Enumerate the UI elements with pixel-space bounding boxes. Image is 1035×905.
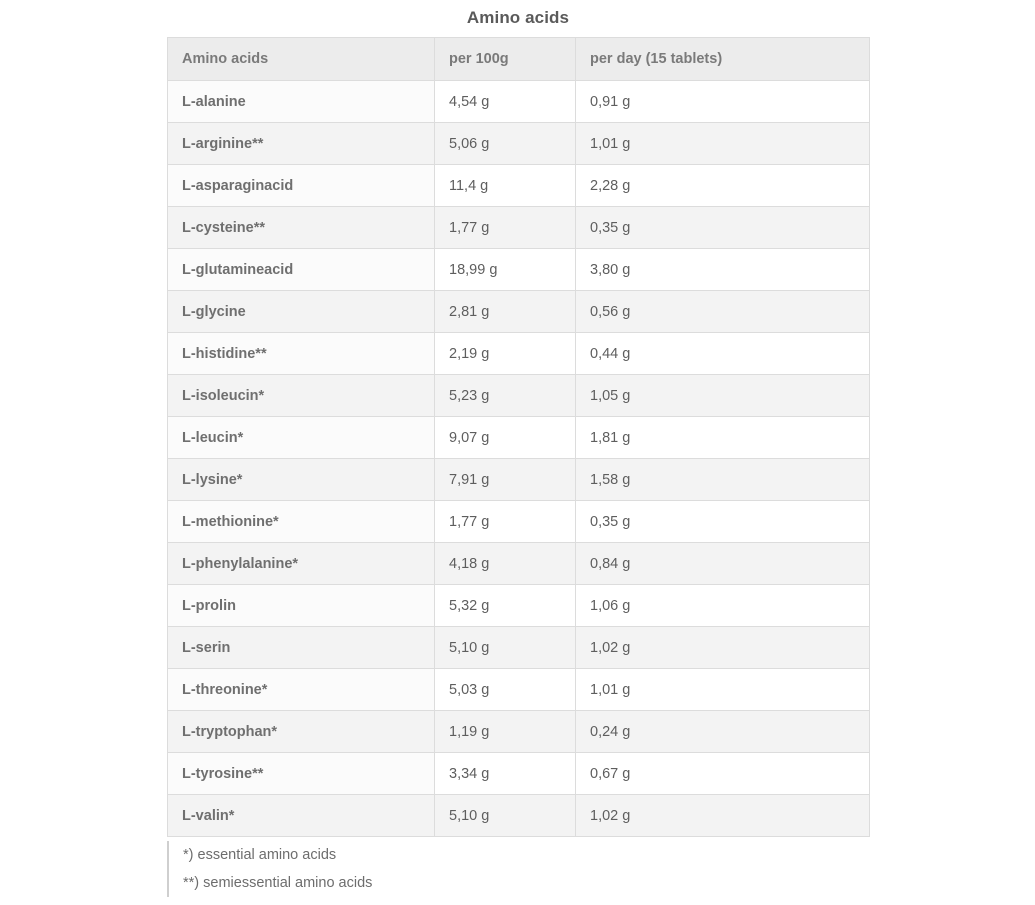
row-per-day: 3,80 g [576,249,870,291]
row-per-100g: 5,32 g [435,585,576,627]
row-label: L-tyrosine** [168,753,435,795]
page-title: Amino acids [466,8,570,27]
row-label: L-serin [168,627,435,669]
row-label: L-arginine** [168,123,435,165]
row-per-day: 1,06 g [576,585,870,627]
table-body [168,81,870,837]
table-row [168,711,870,753]
table-row [168,417,870,459]
footnote-semiessential: **) semiessential amino acids [183,875,373,891]
row-per-100g: 4,54 g [435,81,576,123]
row-per-day: 2,28 g [576,165,870,207]
table-row [168,123,870,165]
row-per-day: 0,24 g [576,711,870,753]
row-per-100g: 4,18 g [435,543,576,585]
table-row [168,291,870,333]
table-head [168,38,870,81]
row-label: L-leucin* [168,417,435,459]
table-row [168,585,870,627]
row-per-100g: 7,91 g [435,459,576,501]
footnotes [167,841,869,897]
row-per-100g: 5,06 g [435,123,576,165]
table-row [168,375,870,417]
row-label: L-lysine* [168,459,435,501]
row-label: L-tryptophan* [168,711,435,753]
row-per-100g: 5,10 g [435,627,576,669]
table-row [168,753,870,795]
table-row [168,81,870,123]
amino-acids-table [167,37,870,837]
row-per-day: 1,01 g [576,123,870,165]
row-per-day: 0,91 g [576,81,870,123]
row-per-100g: 1,77 g [435,501,576,543]
table-row [168,501,870,543]
row-label: L-glycine [168,291,435,333]
row-per-100g: 2,81 g [435,291,576,333]
table-header-row [168,38,870,81]
footnote-essential: *) essential amino acids [183,847,337,863]
table-row [168,795,870,837]
table-row [168,333,870,375]
table-row [168,249,870,291]
row-label: L-asparaginacid [168,165,435,207]
row-per-100g: 1,19 g [435,711,576,753]
row-label: L-histidine** [168,333,435,375]
table-row [168,627,870,669]
table-row [168,543,870,585]
row-per-100g: 3,34 g [435,753,576,795]
row-per-day: 1,05 g [576,375,870,417]
row-per-day: 1,02 g [576,795,870,837]
row-per-day: 0,35 g [576,207,870,249]
column-header-per-100g: per 100g [435,38,576,81]
column-header-amino-acids: Amino acids [168,38,435,81]
row-per-day: 0,35 g [576,501,870,543]
row-per-100g: 11,4 g [435,165,576,207]
row-per-day: 1,58 g [576,459,870,501]
row-label: L-isoleucin* [168,375,435,417]
row-label: L-threonine* [168,669,435,711]
row-label: L-phenylalanine* [168,543,435,585]
row-per-day: 0,67 g [576,753,870,795]
row-per-100g: 5,23 g [435,375,576,417]
row-per-100g: 1,77 g [435,207,576,249]
row-label: L-methionine* [168,501,435,543]
table-row [168,165,870,207]
row-label: L-valin* [168,795,435,837]
row-per-day: 1,02 g [576,627,870,669]
column-header-per-day: per day (15 tablets) [576,38,870,81]
row-label: L-alanine [168,81,435,123]
row-per-day: 0,44 g [576,333,870,375]
row-per-100g: 5,03 g [435,669,576,711]
row-per-day: 0,56 g [576,291,870,333]
row-label: L-prolin [168,585,435,627]
row-per-100g: 5,10 g [435,795,576,837]
row-per-100g: 9,07 g [435,417,576,459]
row-label: L-cysteine** [168,207,435,249]
amino-acids-table-section [167,8,869,837]
row-per-100g: 2,19 g [435,333,576,375]
row-per-day: 0,84 g [576,543,870,585]
row-per-day: 1,81 g [576,417,870,459]
table-row [168,669,870,711]
row-per-100g: 18,99 g [435,249,576,291]
table-row [168,207,870,249]
table-row [168,459,870,501]
row-per-day: 1,01 g [576,669,870,711]
row-label: L-glutamineacid [168,249,435,291]
